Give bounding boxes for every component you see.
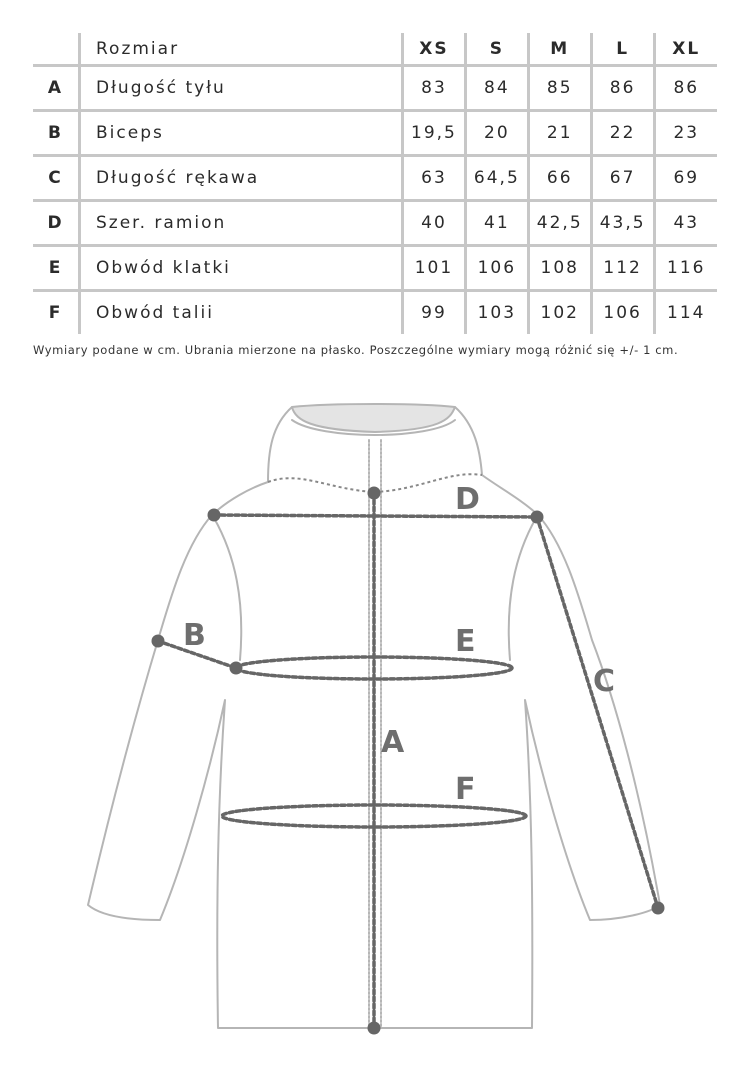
cell-value: 66 (528, 156, 591, 201)
measure-b-right-dot (230, 662, 243, 675)
label-e: E (455, 624, 476, 659)
header-size-xs: XS (403, 33, 466, 66)
label-f: F (455, 772, 476, 807)
cell-value: 67 (591, 156, 654, 201)
cell-value: 103 (465, 291, 528, 335)
cell-value: 85 (528, 66, 591, 111)
cell-value: 63 (403, 156, 466, 201)
cell-value: 42,5 (528, 201, 591, 246)
measure-b-left-dot (152, 635, 165, 648)
row-letter: E (33, 246, 80, 291)
header-size-s: S (465, 33, 528, 66)
cell-value: 84 (465, 66, 528, 111)
cell-value: 69 (654, 156, 717, 201)
cell-value: 20 (465, 111, 528, 156)
measure-a-top-dot (368, 487, 381, 500)
measure-d-right-dot (531, 511, 544, 524)
cell-value: 43,5 (591, 201, 654, 246)
row-letter: D (33, 201, 80, 246)
jacket-hood-inner (292, 404, 455, 432)
cell-value: 99 (403, 291, 466, 335)
label-c: C (593, 664, 616, 699)
label-b: B (183, 618, 206, 653)
cell-value: 41 (465, 201, 528, 246)
left-armhole-seam (214, 518, 241, 660)
measure-d-line (214, 515, 537, 517)
cell-value: 83 (403, 66, 466, 111)
row-letter: B (33, 111, 80, 156)
cell-value: 106 (465, 246, 528, 291)
measure-a-bottom-dot (368, 1022, 381, 1035)
row-name: Długość tyłu (80, 66, 403, 111)
measure-c-line (537, 517, 658, 908)
cell-value: 64,5 (465, 156, 528, 201)
label-a: A (381, 725, 405, 760)
row-name: Biceps (80, 111, 403, 156)
header-size-xl: XL (654, 33, 717, 66)
cell-value: 106 (591, 291, 654, 335)
measure-c-bottom-dot (652, 902, 665, 915)
cell-value: 108 (528, 246, 591, 291)
cell-value: 102 (528, 291, 591, 335)
row-name: Długość rękawa (80, 156, 403, 201)
cell-value: 43 (654, 201, 717, 246)
header-size-label: Rozmiar (80, 33, 403, 66)
row-name: Szer. ramion (80, 201, 403, 246)
cell-value: 23 (654, 111, 717, 156)
cell-value: 19,5 (403, 111, 466, 156)
cell-value: 112 (591, 246, 654, 291)
cell-value: 114 (667, 303, 706, 323)
row-letter: F (33, 291, 80, 335)
measurement-note: Wymiary podane w cm. Ubrania mierzone na płasko. Poszczególne wymiary mogą różnić się +/- 1 cm. (33, 343, 679, 357)
row-name: Obwód klatki (80, 246, 403, 291)
measure-d-left-dot (208, 509, 221, 522)
header-size-m: M (528, 33, 591, 66)
label-d: D (455, 482, 480, 517)
cell-value: 101 (403, 246, 466, 291)
cell-value: 116 (654, 246, 717, 291)
row-name: Obwód talii (80, 291, 403, 335)
row-letter: A (33, 66, 80, 111)
cell-value: 40 (403, 201, 466, 246)
cell-value: 21 (528, 111, 591, 156)
cell-value: 86 (591, 66, 654, 111)
header-size-l: L (591, 33, 654, 66)
cell-value: 86 (654, 66, 717, 111)
right-armhole-seam (509, 518, 536, 660)
cell-value: 22 (591, 111, 654, 156)
row-letter: C (33, 156, 80, 201)
